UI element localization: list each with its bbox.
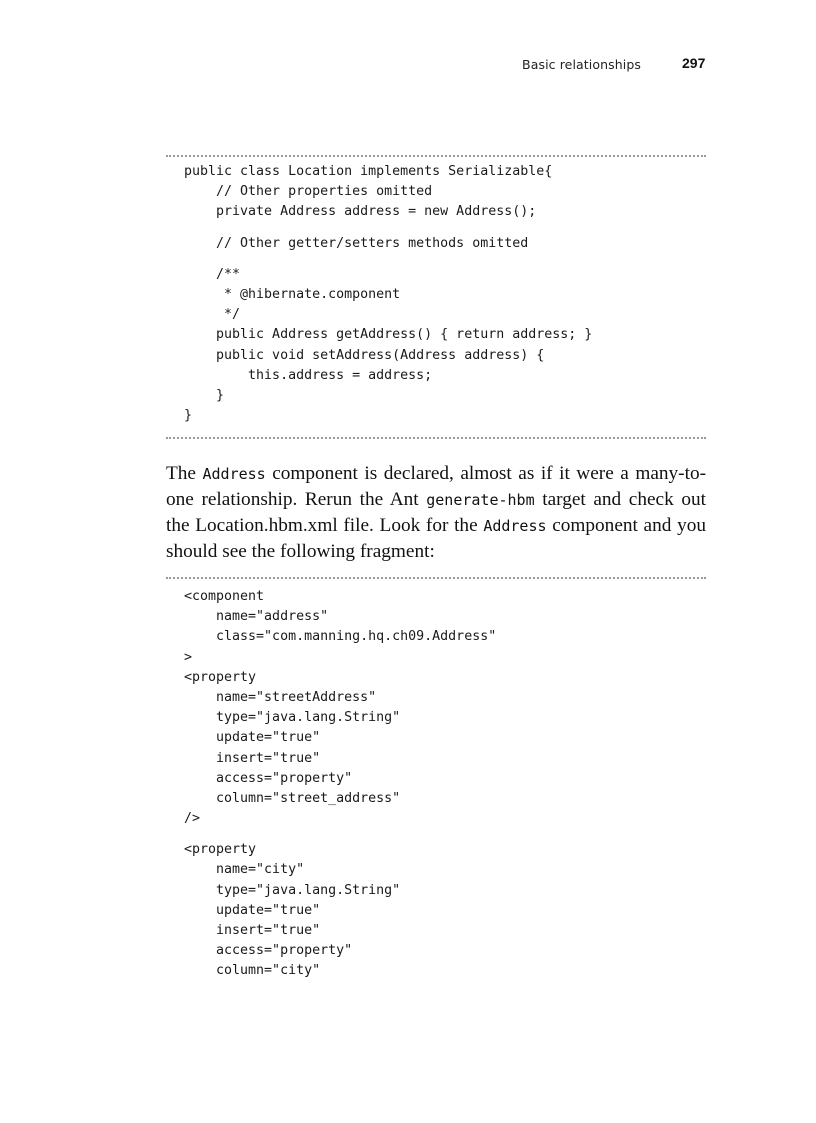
code-gap xyxy=(184,223,592,234)
paragraph-text: The xyxy=(166,463,203,484)
code-line: } xyxy=(184,387,225,403)
body-paragraph xyxy=(166,461,706,564)
code-line: access="property" xyxy=(184,770,353,786)
page-number: 297 xyxy=(682,55,706,71)
inline-code-address: Address xyxy=(202,465,266,483)
paragraph-text: component is declared, almost as if it were a many-to-one relationship. Rerun the Ant xyxy=(166,463,707,510)
code-block-component-xml xyxy=(184,587,496,982)
code-line: class="com.manning.hq.ch09.Address" xyxy=(184,629,497,645)
code-line: */ xyxy=(184,307,241,323)
inline-code-address: Address xyxy=(483,517,547,535)
code-block-location xyxy=(184,162,592,426)
code-line: column="city" xyxy=(184,963,321,979)
code-line: name="streetAddress" xyxy=(184,689,377,705)
code-line: this.address = address; xyxy=(184,367,433,383)
code-line: > xyxy=(184,649,193,665)
code-line: // Other getter/setters methods omitted xyxy=(184,235,529,251)
code-line: <component xyxy=(184,589,265,604)
code-line: /> xyxy=(184,811,201,827)
code-line: type="java.lang.String" xyxy=(184,882,401,898)
code-line: private Address address = new Address(); xyxy=(184,204,537,220)
dotted-rule xyxy=(166,577,706,579)
running-title: Basic relationships xyxy=(522,57,641,72)
code-line: <property xyxy=(184,842,257,858)
code-line: column="street_address" xyxy=(184,790,401,806)
code-line: * @hibernate.component xyxy=(184,286,401,302)
code-line: update="true" xyxy=(184,902,321,918)
page-header xyxy=(0,57,816,77)
code-line: <property xyxy=(184,669,257,685)
inline-code-generate-hbm: generate-hbm xyxy=(426,491,535,509)
code-line: name="address" xyxy=(184,609,329,625)
paragraph-text: target and check out the Location.hbm.xml file. Look for the xyxy=(166,489,706,536)
code-gap xyxy=(184,254,592,265)
code-line: public Address getAddress() { return address; } xyxy=(184,327,593,343)
code-gap xyxy=(184,829,496,840)
code-line: // Other properties omitted xyxy=(184,184,433,200)
code-line: insert="true" xyxy=(184,750,321,766)
code-line: public class Location implements Serializable{ xyxy=(184,164,553,179)
code-line: name="city" xyxy=(184,862,305,878)
code-line: public void setAddress(Address address) { xyxy=(184,347,545,363)
code-line: update="true" xyxy=(184,730,321,746)
dotted-rule xyxy=(166,437,706,439)
code-line: type="java.lang.String" xyxy=(184,710,401,726)
code-line: insert="true" xyxy=(184,923,321,938)
code-line: } xyxy=(184,408,193,424)
paragraph-text: component and you should see the following fragment: xyxy=(166,515,706,562)
dotted-rule xyxy=(166,155,706,157)
code-line: access="property" xyxy=(184,943,353,959)
code-line: /** xyxy=(184,266,241,282)
